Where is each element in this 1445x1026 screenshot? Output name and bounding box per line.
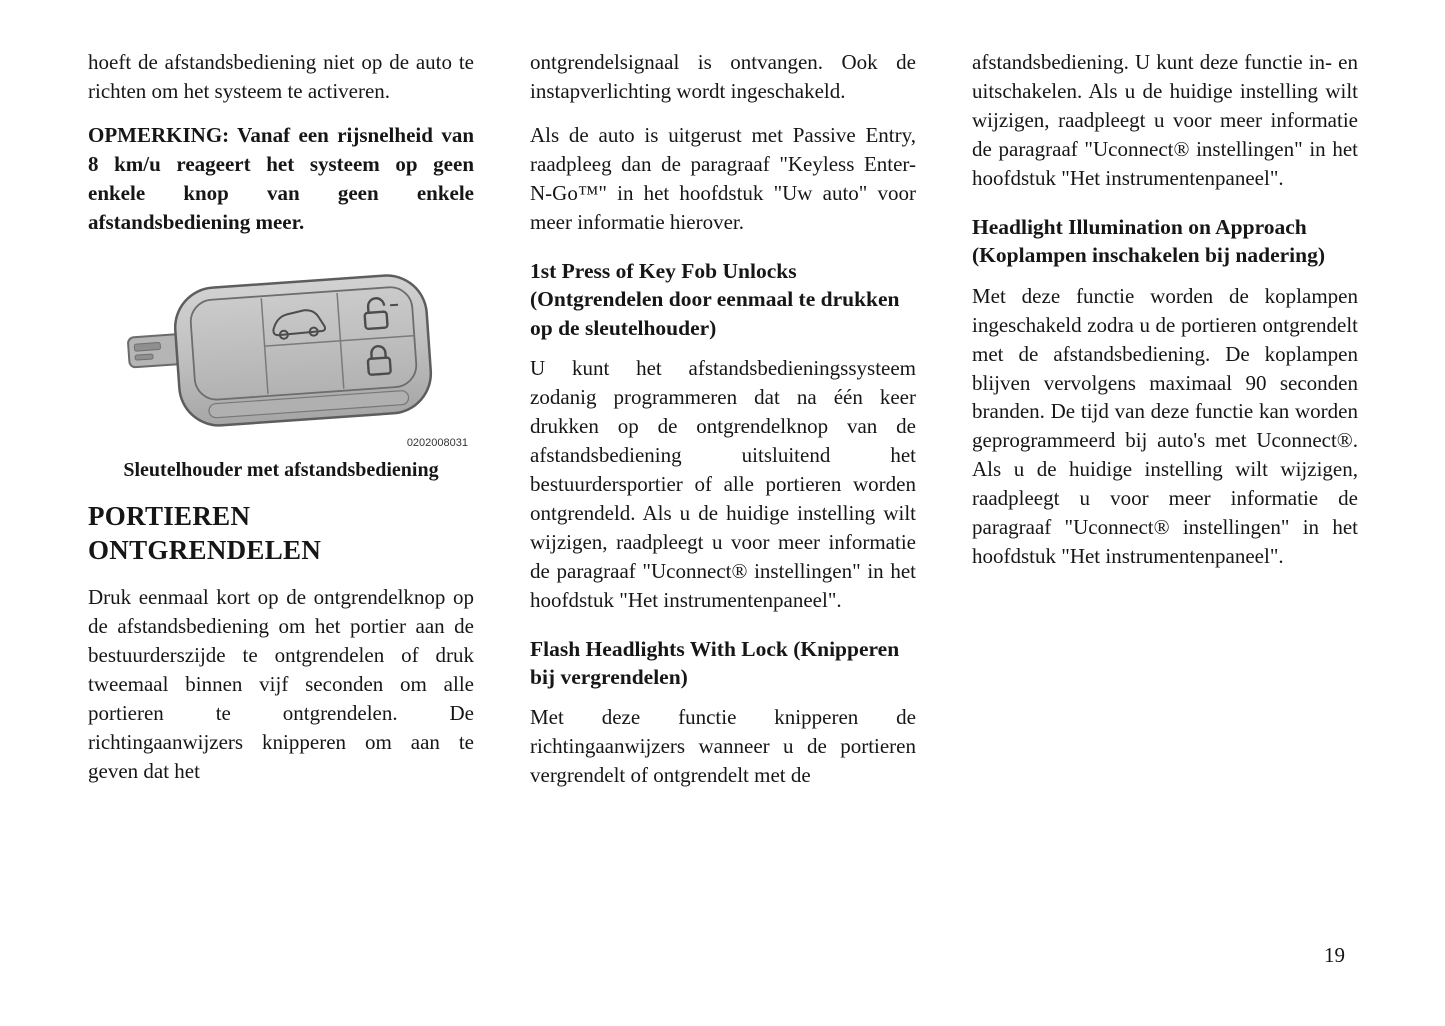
paragraph: ontgrendelsignaal is ontvangen. Ook de instapverlichting wordt ingeschakeld. [530, 50, 916, 103]
column-3 [972, 48, 1358, 805]
note-paragraph: OPMERKING: Vanaf een rijsnelheid van 8 km/u reageert het systeem op geen enkele knop van geen enkele afstandsbediening meer. [88, 122, 474, 234]
sub-heading-first-press: 1st Press of Key Fob Unlocks (Ontgrendelen door eenmaal te drukken op de sleutelhouder) [530, 258, 900, 340]
figure-caption: Sleutelhouder met afstandsbediening [123, 458, 439, 481]
column-1 [88, 48, 474, 805]
page-number: 19 [1324, 943, 1345, 967]
figure-code: 0202008031 [406, 436, 468, 449]
paragraph: U kunt het afstandsbedieningssysteem zodanig programmeren dat na één keer drukken op de ontgrendelknop van de afstandsbediening uitsluitend het bestuurdersportier of alle portieren worden ontgrendeld. Als u de huidige instelling wilt wijzigen, raadpleegt u voor meer informatie de paragraaf "Uconnect® instellingen" in het hoofdstuk "Het instrumentenpaneel". [530, 355, 916, 612]
figure-key-fob [88, 263, 474, 449]
section-heading-portieren-ontgrendelen: PORTIEREN ONTGRENDELEN [88, 500, 322, 565]
key-fob-illustration [125, 263, 437, 439]
paragraph: Met deze functie worden de koplampen ingeschakeld zodra u de portieren ontgrendelt met de afstandsbediening. De koplampen blijven vervolgens maximaal 90 seconden branden. De tijd van deze functie kan worden geprogrammeerd bij auto's met Uconnect®. Als u de huidige instelling wilt wijzigen, raadpleegt u voor meer informatie de paragraaf "Uconnect® instellingen" in het hoofdstuk "Het instrumentenpaneel". [972, 283, 1358, 569]
paragraph: afstandsbediening. U kunt deze functie in- en uitschakelen. Als u de huidige instelling wilt wijzigen, raadpleegt u voor meer informatie de paragraaf "Uconnect® instellingen" in het hoofdstuk "Het instrumentenpaneel". [972, 50, 1358, 190]
paragraph: Druk eenmaal kort op de ontgrendelknop op de afstandsbediening om het portier aan de bestuurderszijde te ontgrendelen of druk tweemaal binnen vijf seconden om alle portieren te ontgrendelen. De richtingaanwijzers knipperen om aan te geven dat het [88, 585, 474, 784]
text-columns [88, 48, 1356, 805]
paragraph: hoeft de afstandsbediening niet op de auto te richten om het systeem te activeren. [88, 50, 474, 103]
sub-heading-headlight-illumination: Headlight Illumination on Approach (Koplampen inschakelen bij nadering) [972, 214, 1326, 268]
paragraph: Met deze functie knipperen de richtingaanwijzers wanneer u de portieren vergrendelt of ontgrendelt met de [530, 705, 916, 788]
column-2 [530, 48, 916, 805]
paragraph: Als de auto is uitgerust met Passive Entry, raadpleeg dan de paragraaf "Keyless Enter-N-Go™" in het hoofdstuk "Uw auto" voor meer informatie hierover. [530, 122, 916, 234]
key-fob-group [125, 273, 434, 432]
sub-heading-flash-headlights: Flash Headlights With Lock (Knipperen bij vergrendelen) [530, 636, 900, 690]
